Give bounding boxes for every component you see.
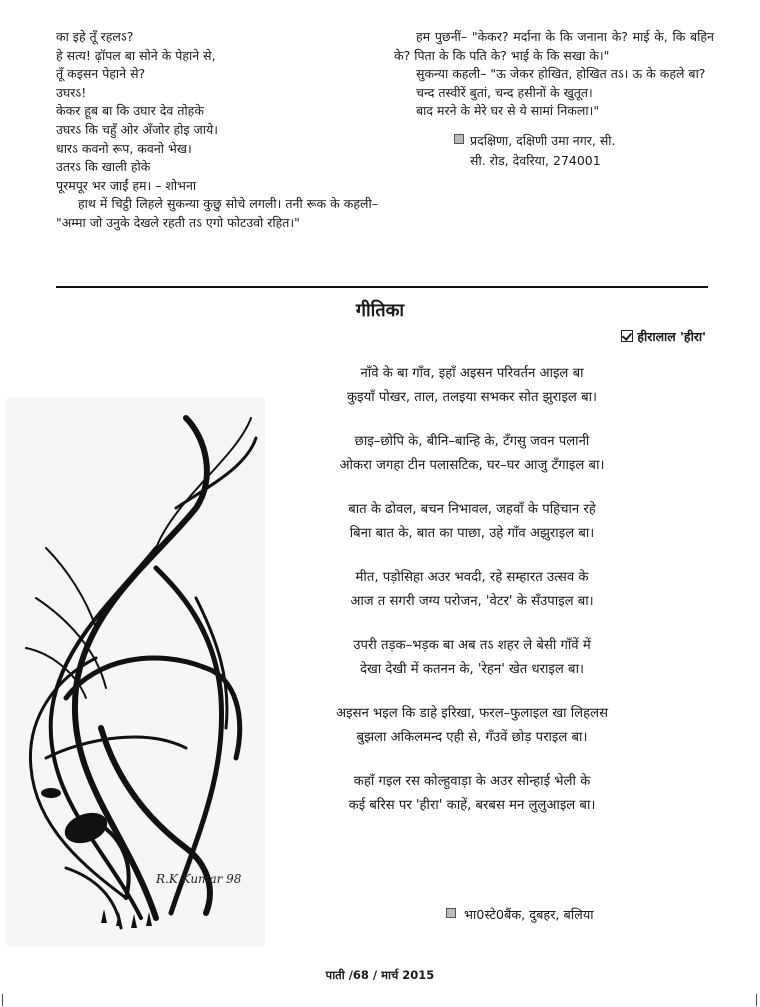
bullet-square-icon	[454, 134, 464, 144]
poem-line: धारऽ कवनो रूप, कवनो भेख।	[56, 140, 192, 156]
poem-line: तूँ कइसन पेहाने से?	[56, 66, 146, 82]
quote-line: चन्द तस्वीरें बुतां, चन्द हसीनों के खुतूत।	[416, 84, 593, 100]
section-divider	[56, 286, 708, 288]
stanza-line: उपरी तड़क–भड़क बा अब तऽ शहर ले बेसी गाँवें में	[353, 638, 591, 653]
checkbox-icon	[621, 330, 633, 342]
story-paragraph: हाथ में चिट्ठी लिहले सुकन्या कुछु सोचे लगली। तनी रूक के कहली– "अम्मा जो उनुके देखले रहती तऽ एगो फोटउवो रहित।"	[56, 196, 378, 230]
poem-stanza	[272, 566, 672, 614]
stanza-line: मीत, पड़ोसिहा अउर भवदी, रहे सम्हारत उत्सव के	[355, 570, 589, 585]
stanza-line: ओकरा जगहा टीन पलासटिक, घर–घर आजु टँगाइल बा।	[339, 458, 605, 473]
poem-stanza	[272, 770, 672, 818]
poem-line: उतरऽ कि खाली होके	[56, 159, 151, 175]
stanza-line: आज त सगरी जग्य परोजन, 'वेटर' के सँउपाइल बा।	[350, 594, 594, 609]
stanza-line: नाँवे के बा गाँव, इहाँ अइसन परिवर्तन आइल बा	[360, 366, 584, 381]
artist-signature: R.K.Kumar 98	[156, 872, 242, 886]
poem-line: हे सत्य! ढ़ॉपल बा सोने के पेहाने से,	[56, 47, 216, 63]
poem-stanza	[272, 362, 672, 410]
poem-author	[621, 328, 706, 345]
ink-artwork	[6, 398, 265, 946]
poem-stanza	[272, 702, 672, 750]
stanza-line: छाइ–छोपि के, बीनि–बान्हि के, टँगसु जवन पलानी	[354, 434, 590, 449]
crop-mark	[756, 994, 757, 1006]
stanza-line: अइसन भइल कि डाहे इरिखा, फरल–फुलाइल खा लिहलस	[336, 706, 608, 721]
stanza-line: देखा देखी में कतनन के, 'रेहन' खेत धराइल बा।	[360, 662, 584, 677]
stanza-line: बात के ढोवल, बचन निभावल, जहवाँ के पहिचान रहे	[348, 502, 596, 517]
author-address	[394, 131, 714, 171]
address-line: सी. रोड, देवरिया, 274001	[470, 152, 601, 168]
stanza-line: बिना बात के, बात का पाछा, उहे गाँव अझुराइल बा।	[349, 526, 595, 541]
brush-illustration	[6, 398, 265, 946]
stanza-line: कुइयाँ पोखर, ताल, तलइया सभकर सोत झुराइल बा।	[346, 390, 598, 405]
crop-mark	[2, 994, 3, 1006]
stanza-line: कई बरिस पर 'हीरा' काहें, बरबस मन लुलुआइल बा।	[348, 798, 596, 813]
left-article-column	[56, 28, 378, 233]
poem-line: का इहे तूँ रहलऽ?	[56, 29, 134, 44]
quote-line: बाद मरने के मेरे घर से ये सामां निकला।"	[416, 103, 600, 119]
story-paragraph: हम पुछनीं– "केकर? मर्दाना के कि जनाना के? माई के, कि बहिन के? पिता के कि पति के? भाई के कि सखा के।"	[394, 29, 714, 63]
poem-line: पूरमपूर भर जाईं हम। – शोभना	[56, 177, 197, 193]
poem-line: उघरऽ!	[56, 84, 87, 100]
story-paragraph: सुकन्या कहली– "ऊ जेकर होखित, होखित तऽ। ऊ के कहले बा?	[416, 66, 706, 82]
poet-address	[446, 905, 594, 923]
poem-stanza	[272, 498, 672, 546]
author-name: हीरालाल 'हीरा'	[637, 329, 706, 344]
address-text: भा0स्टे0बैंक, दुबहर, बलिया	[464, 908, 594, 923]
poem-line: केकर हूब बा कि उघार देव तोहके	[56, 103, 204, 119]
page-footer: पाती /68 / मार्च 2015	[325, 968, 435, 982]
bullet-square-icon	[446, 908, 456, 918]
address-line: प्रदक्षिणा, दक्षिणी उमा नगर, सी.	[470, 132, 616, 148]
stanza-line: कहाँ गइल रस कोल्हुवाड़ा के अउर सोन्हाई भेली के	[353, 774, 591, 789]
poem-line: उघरऽ कि चहुँ ओर अँजोर होइ जाये।	[56, 121, 219, 137]
poem-stanza	[272, 430, 672, 478]
poem-body	[272, 362, 672, 838]
poem-title: गीतिका	[355, 300, 405, 321]
right-article-column	[394, 28, 714, 171]
stanza-line: बुझला अकिलमन्द एही से, गँउवें छोड़ पराइल बा।	[356, 730, 588, 745]
poem-stanza	[272, 634, 672, 682]
